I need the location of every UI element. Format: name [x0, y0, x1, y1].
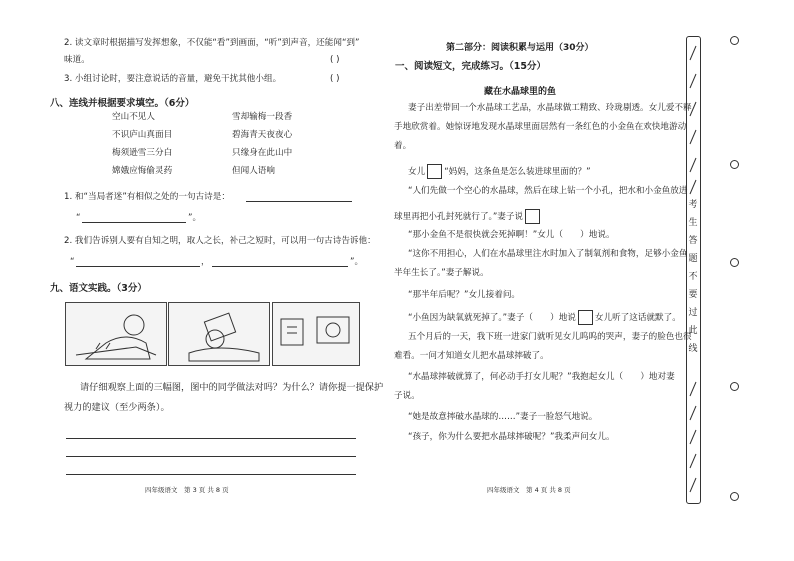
q2-text: 2. 读文章时根据描写发挥想象，不仅能“看”到画面，“听”到声音，还能闻“到”	[64, 38, 360, 48]
section-8-title: 八、连线并根据要求填空。（6分）	[50, 98, 195, 109]
para1-line2: 手地欣赏着。她惊讶地发现水晶球里面居然有一条红色的小金鱼在欢快地游动	[394, 122, 687, 132]
binding-slash-marks	[680, 40, 706, 500]
dialogue-8: “她是故意摔破水晶球的……”妻子一脸怒气地说。	[408, 412, 598, 422]
dialogue-4: “这你不用担心，人们在水晶球里注水时加入了制氧剂和食物，足够小金鱼	[408, 249, 688, 259]
dialogue-7b: 子说。	[394, 391, 420, 401]
binder-hole-3-icon	[730, 258, 739, 267]
dialogue-5: “那半年后呢？”女儿接着问。	[408, 290, 521, 300]
para-2-line1: 五个月后的一天，我下班一进家门就听见女儿呜呜的哭声，妻子的脸色也很	[408, 332, 692, 342]
dialogue-1c: “妈妈，这条鱼是怎么装进球里面的？”	[444, 167, 591, 177]
binding-char-8: 此	[688, 326, 698, 336]
footer-right: 四年级语文 第 4 页 共 8 页	[487, 486, 571, 494]
match-right-2[interactable]: 碧海青天夜夜心	[232, 130, 293, 140]
punct-box-1[interactable]	[427, 164, 442, 179]
match-right-1[interactable]: 雪却输梅一段香	[232, 112, 293, 122]
dialogue-3: “那小金鱼不是很快就会死掉啊！”女儿（ ）地说。	[408, 230, 615, 240]
dialogue-6b: 女儿听了这话就默了。	[594, 313, 681, 323]
binding-char-5: 不	[688, 272, 698, 282]
answer-line-2a[interactable]	[76, 266, 200, 267]
answer-line-1b[interactable]	[82, 222, 186, 223]
match-q2: 2. 我们告诉别人要有自知之明，取人之长，补己之短时，可以用一句古诗告诉他：	[64, 236, 376, 246]
binder-hole-1-icon	[730, 36, 739, 45]
comma: ，	[201, 257, 210, 267]
dialogue-1	[408, 164, 591, 179]
practice-prompt: 请仔细观察上面的三幅图，图中的同学做法对吗？为什么？请你提一提保护	[80, 382, 384, 393]
answer-line-3b[interactable]	[66, 456, 356, 457]
binder-hole-5-icon	[730, 492, 739, 501]
answer-paren-2[interactable]: ( )	[330, 55, 340, 65]
match-left-2[interactable]: 不识庐山真面目	[112, 130, 173, 140]
match-right-4[interactable]: 但闻人语响	[232, 166, 275, 176]
match-left-1[interactable]: 空山不见人	[112, 112, 155, 122]
tv-icon	[273, 303, 359, 365]
dialogue-7: “水晶球摔破就算了，何必动手打女儿呢？”我抱起女儿（ ）地对妻	[408, 372, 675, 382]
dialogue-2b-text: 球里再把小孔封死就行了。”妻子说	[394, 212, 524, 222]
student-bed-icon	[169, 303, 269, 365]
picture-lying-reading	[168, 302, 270, 366]
answer-line-1a[interactable]	[246, 201, 352, 202]
dialogue-2: “人们先做一个空心的水晶球，然后在球上钻一个小孔，把水和小金鱼放进	[408, 186, 688, 196]
dialogue-4b: 半年生长了。”妻子解说。	[394, 268, 489, 278]
match-left-4[interactable]: 嫦娥应悔偷灵药	[112, 166, 173, 176]
binding-char-1: 考	[688, 200, 698, 210]
section-9-title: 九、语文实践。（3分）	[50, 283, 147, 294]
picture-watching-tv	[272, 302, 360, 366]
practice-prompt-cont: 视力的建议（至少两条）。	[64, 402, 170, 413]
part-2-title: 第二部分：阅读积累与运用（30分）	[446, 43, 594, 53]
punct-box-2[interactable]	[525, 209, 540, 224]
match-left-3[interactable]: 梅须逊雪三分白	[112, 148, 173, 158]
para-2-line2: 难看。一问才知道女儿把水晶球摔破了。	[394, 351, 549, 361]
dialogue-6	[408, 310, 681, 325]
answer-line-2b[interactable]	[212, 266, 348, 267]
reading-section-title: 一、阅读短文，完成练习。（15分）	[395, 61, 546, 72]
story-title: 藏在水晶球里的鱼	[484, 87, 557, 97]
quote-open-2: “	[70, 257, 75, 267]
binding-char-2: 生	[688, 218, 698, 228]
binding-char-9: 线	[688, 344, 698, 354]
q3-text: 3. 小组讨论时，要注意说话的音量，避免干扰其他小组。	[64, 74, 282, 84]
binding-char-3: 答	[688, 236, 698, 246]
dialogue-2b	[394, 209, 542, 224]
match-right-3[interactable]: 只缘身在此山中	[232, 148, 293, 158]
para1-line3: 着。	[394, 141, 412, 151]
answer-line-3c[interactable]	[66, 474, 356, 475]
student-desk-icon	[66, 303, 166, 365]
binding-char-4: 题	[688, 254, 698, 264]
match-q1-end: ”。	[188, 213, 202, 223]
binding-char-7: 过	[688, 308, 698, 318]
answer-paren-3[interactable]: ( )	[330, 74, 340, 84]
binder-hole-4-icon	[730, 382, 739, 391]
picture-reading-close	[65, 302, 167, 366]
binder-hole-2-icon	[730, 160, 739, 169]
footer-left: 四年级语文 第 3 页 共 8 页	[145, 486, 229, 494]
dialogue-6a: “小鱼因为缺氧就死掉了。”妻子（ ）地说	[408, 313, 576, 323]
para1-line1: 妻子出差带回一个水晶球工艺品，水晶球做工精致、玲珑剔透。女儿爱不释	[408, 103, 692, 113]
dialogue-1a: 女儿	[408, 167, 426, 177]
punct-box-3[interactable]	[578, 310, 593, 325]
q2-text-cont: 味道。	[64, 55, 90, 65]
binding-char-6: 要	[688, 290, 698, 300]
answer-line-3a[interactable]	[66, 438, 356, 439]
match-q1: 1. 和“当局者迷”有相似之处的一句古诗是：	[64, 192, 230, 202]
quote-open: “	[76, 213, 81, 223]
match-q2-end: ”。	[350, 257, 364, 267]
dialogue-9: “孩子，你为什么要把水晶球摔破呢？”我柔声问女儿。	[408, 432, 615, 442]
